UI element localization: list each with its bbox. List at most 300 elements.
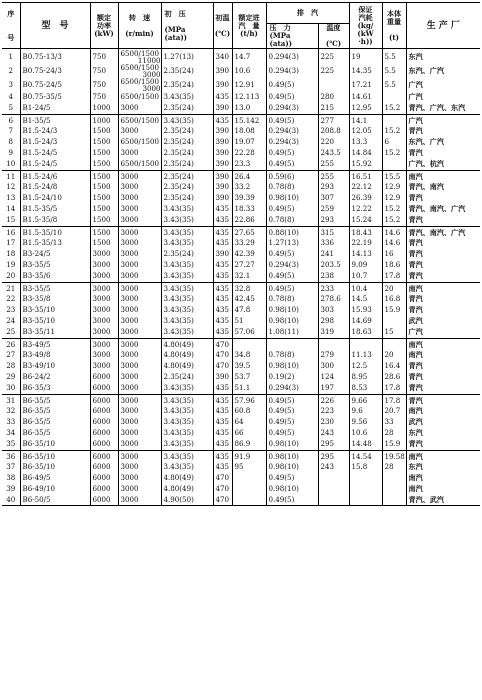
cell-consumption: 12.5 bbox=[349, 361, 382, 372]
cell-power: 1500 bbox=[90, 159, 118, 170]
table-row bbox=[2, 316, 480, 327]
table-row bbox=[2, 126, 480, 137]
speed-value: 11000 bbox=[137, 56, 161, 64]
cell-exhaust-pressure: 0.98(10) bbox=[266, 439, 318, 450]
cell-maker: 青汽 bbox=[406, 215, 480, 226]
cell-model: B6-49/5 bbox=[20, 473, 90, 484]
cell-maker: 青汽 bbox=[406, 294, 480, 305]
speed-value: 3000 bbox=[120, 294, 139, 304]
cell-no: 5 bbox=[8, 102, 13, 112]
cell-speed bbox=[118, 204, 161, 215]
header-steam-flow: 额定进 汽 量 (t/h) bbox=[232, 3, 266, 49]
cell-model: B6-35/5 bbox=[20, 394, 90, 406]
cell-maker: 青汽 bbox=[406, 260, 480, 271]
cell-consumption: 19 bbox=[349, 49, 382, 65]
row-group bbox=[2, 282, 480, 338]
cell-speed bbox=[118, 249, 161, 260]
cell-exhaust-pressure: 0.49(5) bbox=[266, 495, 318, 506]
cell-weight: 17.8 bbox=[382, 271, 406, 282]
cell-weight: 14.6 bbox=[382, 226, 406, 238]
cell-consumption bbox=[349, 473, 382, 484]
cell-model: B0.75-13/3 bbox=[20, 49, 90, 65]
cell-exhaust-temp: 280 bbox=[318, 92, 349, 103]
cell-model: B1.5-35/10 bbox=[20, 226, 90, 238]
cell-exhaust-temp: 230 bbox=[318, 417, 349, 428]
cell-exhaust-temp: 255 bbox=[318, 170, 349, 182]
cell-inlet-pressure: 4.80(49) bbox=[161, 338, 213, 350]
cell-inlet-pressure: 3.43(35) bbox=[161, 294, 213, 305]
cell-inlet-pressure: 3.43(35) bbox=[161, 428, 213, 439]
cell-speed bbox=[118, 126, 161, 137]
cell-steam-flow: 66 bbox=[232, 428, 266, 439]
cell-power: 1500 bbox=[90, 137, 118, 148]
speed-value: 6500/1500 bbox=[120, 137, 159, 147]
turbine-spec-sheet bbox=[2, 2, 480, 506]
cell-no: 8 bbox=[8, 137, 13, 147]
cell-consumption: 14.48 bbox=[349, 439, 382, 450]
cell-inlet-pressure: 3.43(35) bbox=[161, 417, 213, 428]
cell-inlet-pressure: 3.43(35) bbox=[161, 316, 213, 327]
cell-power: 1500 bbox=[90, 126, 118, 137]
cell-inlet-temp: 470 bbox=[213, 495, 232, 506]
cell-maker: 东汽 bbox=[406, 49, 480, 65]
cell-inlet-pressure: 3.43(35) bbox=[161, 282, 213, 294]
cell-exhaust-temp: 241 bbox=[318, 249, 349, 260]
table-row bbox=[2, 260, 480, 271]
cell-steam-flow: 57.06 bbox=[232, 327, 266, 338]
cell-no: 17 bbox=[6, 238, 16, 248]
table-row bbox=[2, 148, 480, 159]
cell-inlet-pressure: 2.35(24) bbox=[161, 137, 213, 148]
speed-value: 6500/1500 bbox=[120, 49, 159, 58]
cell-consumption: 10.4 bbox=[349, 282, 382, 294]
cell-inlet-temp: 435 bbox=[213, 215, 232, 226]
cell-maker: 广汽 bbox=[406, 327, 480, 338]
cell-weight: 5.5 bbox=[382, 64, 406, 78]
cell-exhaust-pressure: 0.294(3) bbox=[266, 126, 318, 137]
header-speed: 转 速 (r/min) bbox=[118, 3, 161, 49]
table-row bbox=[2, 215, 480, 226]
cell-exhaust-temp bbox=[318, 495, 349, 506]
cell-exhaust-temp: 279 bbox=[318, 350, 349, 361]
cell-steam-flow: 15.142 bbox=[232, 114, 266, 126]
cell-inlet-pressure: 3.43(35) bbox=[161, 114, 213, 126]
cell-consumption: 14.54 bbox=[349, 450, 382, 462]
cell-consumption: 15.24 bbox=[349, 215, 382, 226]
cell-model: B6-24/2 bbox=[20, 372, 90, 383]
speed-value: 3000 bbox=[120, 283, 139, 293]
table-row bbox=[2, 462, 480, 473]
cell-speed bbox=[118, 78, 161, 92]
table-row bbox=[2, 64, 480, 78]
cell-exhaust-pressure: 0.49(5) bbox=[266, 78, 318, 92]
cell-no: 27 bbox=[6, 350, 16, 360]
cell-exhaust-pressure: 1.08(11) bbox=[266, 327, 318, 338]
cell-weight: 16 bbox=[382, 249, 406, 260]
table-row bbox=[2, 406, 480, 417]
cell-weight: 15.9 bbox=[382, 305, 406, 316]
cell-no: 35 bbox=[6, 438, 16, 448]
cell-weight: 28 bbox=[382, 462, 406, 473]
cell-maker: 青汽 bbox=[406, 394, 480, 406]
cell-inlet-temp: 390 bbox=[213, 372, 232, 383]
cell-exhaust-temp: 225 bbox=[318, 64, 349, 78]
cell-speed bbox=[118, 193, 161, 204]
cell-inlet-temp: 435 bbox=[213, 428, 232, 439]
cell-speed bbox=[118, 383, 161, 394]
cell-no: 33 bbox=[6, 417, 16, 427]
cell-inlet-temp: 390 bbox=[213, 126, 232, 137]
cell-inlet-pressure: 3.43(35) bbox=[161, 462, 213, 473]
cell-inlet-temp: 470 bbox=[213, 473, 232, 484]
row-group bbox=[2, 49, 480, 115]
header-inlet-pressure: 初 压 (MPa (ata)) bbox=[161, 3, 213, 49]
cell-inlet-pressure: 2.35(24) bbox=[161, 249, 213, 260]
cell-exhaust-pressure: 0.49(5) bbox=[266, 428, 318, 439]
cell-no: 1 bbox=[8, 51, 13, 61]
cell-speed bbox=[118, 170, 161, 182]
cell-maker: 武汽 bbox=[406, 316, 480, 327]
cell-model: B3-35/11 bbox=[20, 327, 90, 338]
header-consumption: 保证 汽耗 (kg/ (kW ·h)) bbox=[349, 3, 382, 49]
cell-consumption: 9.56 bbox=[349, 417, 382, 428]
cell-speed bbox=[118, 495, 161, 506]
cell-exhaust-temp: 226 bbox=[318, 394, 349, 406]
cell-inlet-temp: 435 bbox=[213, 439, 232, 450]
cell-exhaust-temp: 295 bbox=[318, 450, 349, 462]
cell-exhaust-pressure: 1.27(13) bbox=[266, 238, 318, 249]
table-row bbox=[2, 282, 480, 294]
speed-value: 6500/1500 bbox=[120, 115, 159, 125]
cell-exhaust-temp: 208.8 bbox=[318, 126, 349, 137]
cell-exhaust-temp: 315 bbox=[318, 226, 349, 238]
cell-power: 6000 bbox=[90, 484, 118, 495]
cell-maker: 青汽 bbox=[406, 439, 480, 450]
cell-maker: 青汽 bbox=[406, 361, 480, 372]
cell-speed bbox=[118, 260, 161, 271]
cell-speed bbox=[118, 361, 161, 372]
table-row bbox=[2, 294, 480, 305]
cell-no: 15 bbox=[6, 214, 16, 224]
cell-speed bbox=[118, 159, 161, 170]
cell-speed bbox=[118, 484, 161, 495]
cell-power: 3000 bbox=[90, 316, 118, 327]
cell-no: 23 bbox=[6, 305, 16, 315]
cell-consumption bbox=[349, 484, 382, 495]
cell-model: B3-49/5 bbox=[20, 338, 90, 350]
cell-weight bbox=[382, 316, 406, 327]
cell-speed bbox=[118, 327, 161, 338]
cell-model: B6-50/5 bbox=[20, 495, 90, 506]
cell-steam-flow: 23.3 bbox=[232, 159, 266, 170]
cell-consumption: 15.8 bbox=[349, 462, 382, 473]
cell-exhaust-pressure: 0.49(5) bbox=[266, 249, 318, 260]
cell-model: B6-35/3 bbox=[20, 383, 90, 394]
table-row bbox=[2, 226, 480, 238]
cell-power: 3000 bbox=[90, 294, 118, 305]
cell-exhaust-temp: 220 bbox=[318, 137, 349, 148]
cell-no: 2 bbox=[8, 65, 13, 75]
cell-steam-flow: 10.6 bbox=[232, 64, 266, 78]
cell-maker: 武汽 bbox=[406, 417, 480, 428]
cell-model: B3-35/5 bbox=[20, 282, 90, 294]
cell-inlet-temp: 435 bbox=[213, 316, 232, 327]
cell-speed bbox=[118, 394, 161, 406]
cell-weight: 28 bbox=[382, 428, 406, 439]
cell-inlet-pressure: 2.35(24) bbox=[161, 182, 213, 193]
cell-steam-flow: 32.1 bbox=[232, 271, 266, 282]
cell-inlet-temp: 435 bbox=[213, 238, 232, 249]
cell-steam-flow: 91.9 bbox=[232, 450, 266, 462]
cell-weight bbox=[382, 114, 406, 126]
cell-maker: 青汽 bbox=[406, 148, 480, 159]
speed-value: 3000 bbox=[120, 326, 139, 336]
cell-model: B0.75-24/5 bbox=[20, 78, 90, 92]
cell-power: 750 bbox=[90, 49, 118, 65]
cell-no: 30 bbox=[6, 382, 16, 392]
cell-exhaust-temp bbox=[318, 473, 349, 484]
cell-maker: 青汽 bbox=[406, 305, 480, 316]
cell-inlet-temp: 435 bbox=[213, 260, 232, 271]
cell-steam-flow: 39.39 bbox=[232, 193, 266, 204]
cell-power: 1500 bbox=[90, 238, 118, 249]
cell-no: 37 bbox=[6, 462, 16, 472]
cell-weight: 15.2 bbox=[382, 103, 406, 114]
speed-value: 3000 bbox=[120, 203, 139, 213]
cell-inlet-pressure: 3.43(35) bbox=[161, 383, 213, 394]
cell-no: 25 bbox=[6, 326, 16, 336]
table-row bbox=[2, 394, 480, 406]
speed-value: 3000 bbox=[120, 350, 139, 360]
cell-steam-flow: 27.65 bbox=[232, 226, 266, 238]
cell-maker: 青汽、南汽、广汽 bbox=[406, 226, 480, 238]
cell-inlet-temp: 470 bbox=[213, 361, 232, 372]
cell-speed bbox=[118, 338, 161, 350]
cell-weight: 14.6 bbox=[382, 238, 406, 249]
cell-consumption: 26.39 bbox=[349, 193, 382, 204]
cell-inlet-pressure: 3.43(35) bbox=[161, 215, 213, 226]
cell-consumption: 15.92 bbox=[349, 159, 382, 170]
cell-no: 4 bbox=[8, 92, 13, 101]
table-row bbox=[2, 439, 480, 450]
cell-inlet-temp: 390 bbox=[213, 137, 232, 148]
cell-no: 21 bbox=[6, 283, 16, 293]
cell-steam-flow: 57.96 bbox=[232, 394, 266, 406]
cell-speed bbox=[118, 238, 161, 249]
cell-weight: 12.9 bbox=[382, 182, 406, 193]
cell-consumption: 15.93 bbox=[349, 305, 382, 316]
cell-power: 1000 bbox=[90, 114, 118, 126]
cell-power: 3000 bbox=[90, 271, 118, 282]
cell-inlet-pressure: 3.43(35) bbox=[161, 92, 213, 103]
cell-exhaust-pressure: 0.49(5) bbox=[266, 114, 318, 126]
speed-value: 3000 bbox=[120, 214, 139, 224]
cell-power: 1500 bbox=[90, 215, 118, 226]
cell-steam-flow: 27.27 bbox=[232, 260, 266, 271]
cell-inlet-pressure: 3.43(35) bbox=[161, 305, 213, 316]
row-group bbox=[2, 170, 480, 226]
speed-value: 3000 bbox=[142, 70, 161, 78]
cell-model: B1.5-24/8 bbox=[20, 182, 90, 193]
cell-no: 31 bbox=[6, 395, 16, 405]
cell-speed bbox=[118, 182, 161, 193]
row-group bbox=[2, 114, 480, 170]
cell-model: B1.5-24/5 bbox=[20, 148, 90, 159]
cell-speed bbox=[118, 103, 161, 114]
cell-power: 1500 bbox=[90, 193, 118, 204]
cell-model: B6-35/10 bbox=[20, 462, 90, 473]
speed-value: 3000 bbox=[120, 395, 139, 405]
table-row bbox=[2, 495, 480, 506]
cell-exhaust-pressure: 0.49(5) bbox=[266, 394, 318, 406]
cell-inlet-pressure: 3.43(35) bbox=[161, 271, 213, 282]
cell-steam-flow: 47.8 bbox=[232, 305, 266, 316]
cell-inlet-temp: 435 bbox=[213, 450, 232, 462]
cell-inlet-temp: 435 bbox=[213, 383, 232, 394]
table-row bbox=[2, 361, 480, 372]
cell-exhaust-temp: 255 bbox=[318, 159, 349, 170]
cell-power: 3000 bbox=[90, 249, 118, 260]
table-row bbox=[2, 182, 480, 193]
header-maker: 生 产 厂 bbox=[406, 3, 480, 49]
cell-no: 9 bbox=[8, 147, 13, 157]
cell-maker: 青汽 bbox=[406, 193, 480, 204]
cell-power: 3000 bbox=[90, 338, 118, 350]
cell-model: B3-49/10 bbox=[20, 361, 90, 372]
cell-consumption: 18.43 bbox=[349, 226, 382, 238]
cell-consumption: 22.19 bbox=[349, 238, 382, 249]
cell-exhaust-pressure: 0.98(10) bbox=[266, 450, 318, 462]
cell-maker: 东汽 bbox=[406, 428, 480, 439]
cell-weight bbox=[382, 484, 406, 495]
cell-maker: 青汽 bbox=[406, 249, 480, 260]
cell-steam-flow: 12.91 bbox=[232, 78, 266, 92]
cell-steam-flow: 22.28 bbox=[232, 148, 266, 159]
cell-no: 14 bbox=[6, 203, 16, 213]
speed-value: 6500/1500 bbox=[120, 158, 159, 168]
cell-model: B0.75-24/3 bbox=[20, 64, 90, 78]
cell-steam-flow: 42.45 bbox=[232, 294, 266, 305]
cell-power: 1500 bbox=[90, 226, 118, 238]
cell-steam-flow: 34.8 bbox=[232, 350, 266, 361]
cell-inlet-pressure: 4.80(49) bbox=[161, 473, 213, 484]
cell-model: B3-35/10 bbox=[20, 316, 90, 327]
cell-exhaust-temp: 243 bbox=[318, 428, 349, 439]
cell-inlet-temp: 435 bbox=[213, 294, 232, 305]
cell-power: 6000 bbox=[90, 428, 118, 439]
cell-inlet-pressure: 2.35(24) bbox=[161, 170, 213, 182]
cell-weight: 20.7 bbox=[382, 406, 406, 417]
cell-no: 24 bbox=[6, 315, 16, 325]
cell-weight: 15.2 bbox=[382, 215, 406, 226]
cell-power: 6000 bbox=[90, 450, 118, 462]
cell-speed bbox=[118, 92, 161, 103]
cell-inlet-temp: 390 bbox=[213, 64, 232, 78]
cell-consumption: 13.3 bbox=[349, 137, 382, 148]
cell-consumption: 16.51 bbox=[349, 170, 382, 182]
cell-exhaust-pressure: 0.49(5) bbox=[266, 282, 318, 294]
cell-maker: 广汽、杭汽 bbox=[406, 159, 480, 170]
speed-value: 3000 bbox=[120, 438, 139, 448]
cell-power: 1500 bbox=[90, 182, 118, 193]
cell-consumption: 22.12 bbox=[349, 182, 382, 193]
cell-maker: 青汽 bbox=[406, 372, 480, 383]
cell-maker: 南汽 bbox=[406, 170, 480, 182]
cell-maker: 青汽 bbox=[406, 238, 480, 249]
cell-power: 750 bbox=[90, 92, 118, 103]
cell-no: 12 bbox=[6, 182, 16, 192]
cell-no: 7 bbox=[8, 126, 13, 136]
cell-speed bbox=[118, 462, 161, 473]
cell-steam-flow: 33.2 bbox=[232, 182, 266, 193]
cell-model: B1.5-24/10 bbox=[20, 193, 90, 204]
cell-exhaust-temp: 293 bbox=[318, 215, 349, 226]
cell-exhaust-pressure: 0.98(10) bbox=[266, 305, 318, 316]
spec-table bbox=[2, 2, 480, 506]
cell-inlet-pressure: 2.35(24) bbox=[161, 103, 213, 114]
table-row bbox=[2, 78, 480, 92]
table-row bbox=[2, 383, 480, 394]
speed-value: 3000 bbox=[120, 494, 139, 504]
cell-no: 11 bbox=[6, 171, 16, 181]
cell-inlet-pressure: 4.80(49) bbox=[161, 361, 213, 372]
cell-model: B3-35/6 bbox=[20, 271, 90, 282]
cell-model: B3-35/10 bbox=[20, 305, 90, 316]
cell-no: 29 bbox=[6, 371, 16, 381]
cell-steam-flow: 53.7 bbox=[232, 372, 266, 383]
cell-model: B1.5-24/6 bbox=[20, 170, 90, 182]
cell-consumption bbox=[349, 495, 382, 506]
speed-value: 3000 bbox=[120, 361, 139, 371]
cell-power: 750 bbox=[90, 64, 118, 78]
cell-speed bbox=[118, 114, 161, 126]
table-row bbox=[2, 238, 480, 249]
cell-exhaust-temp: 307 bbox=[318, 193, 349, 204]
cell-power: 6000 bbox=[90, 473, 118, 484]
cell-no: 28 bbox=[6, 361, 16, 371]
cell-steam-flow: 19.07 bbox=[232, 137, 266, 148]
cell-maker: 青汽、广汽、东汽 bbox=[406, 103, 480, 114]
cell-weight: 6 bbox=[382, 137, 406, 148]
cell-exhaust-pressure: 0.78(8) bbox=[266, 215, 318, 226]
speed-value: 3000 bbox=[120, 305, 139, 315]
cell-weight: 19.58 bbox=[382, 450, 406, 462]
cell-speed bbox=[118, 406, 161, 417]
cell-consumption: 10.6 bbox=[349, 428, 382, 439]
cell-inlet-temp: 435 bbox=[213, 406, 232, 417]
cell-exhaust-temp: 259 bbox=[318, 204, 349, 215]
cell-weight: 5.5 bbox=[382, 78, 406, 92]
speed-value: 3000 bbox=[120, 249, 139, 259]
cell-no: 26 bbox=[6, 339, 16, 349]
cell-weight: 5.5 bbox=[382, 49, 406, 65]
cell-inlet-pressure: 4.80(49) bbox=[161, 484, 213, 495]
cell-maker: 南汽 bbox=[406, 282, 480, 294]
cell-steam-flow: 13.0 bbox=[232, 103, 266, 114]
cell-speed bbox=[118, 282, 161, 294]
header-exhaust-temp: 温度 (℃) bbox=[318, 24, 349, 49]
cell-consumption: 18.63 bbox=[349, 327, 382, 338]
cell-model: B1.5-24/3 bbox=[20, 137, 90, 148]
cell-exhaust-pressure bbox=[266, 338, 318, 350]
cell-model: B3-24/5 bbox=[20, 249, 90, 260]
cell-steam-flow: 33.29 bbox=[232, 238, 266, 249]
cell-weight: 17.8 bbox=[382, 394, 406, 406]
cell-exhaust-pressure: 0.49(5) bbox=[266, 473, 318, 484]
cell-exhaust-temp: 223 bbox=[318, 406, 349, 417]
header-no: 序 号 bbox=[7, 8, 15, 42]
speed-value: 3000 bbox=[120, 102, 139, 112]
